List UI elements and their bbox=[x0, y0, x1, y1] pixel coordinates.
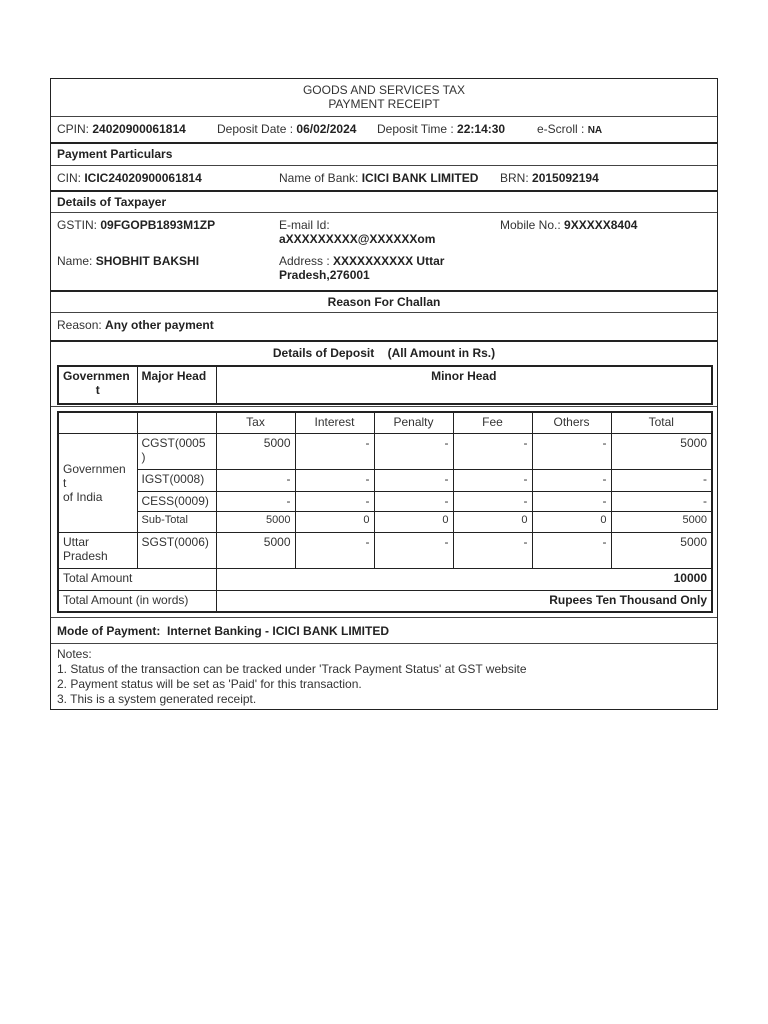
note-item: 3. This is a system generated receipt. bbox=[57, 692, 257, 706]
words-value: Rupees Ten Thousand Only bbox=[216, 590, 712, 612]
cell: - bbox=[532, 532, 611, 568]
receipt-header bbox=[51, 83, 717, 111]
payment-row bbox=[51, 165, 717, 190]
reason-row bbox=[51, 312, 717, 340]
row-label: CESS(0009) bbox=[137, 491, 216, 511]
cell: - bbox=[295, 491, 374, 511]
state-cell: Uttar Pradesh bbox=[58, 532, 137, 568]
deposit-title bbox=[51, 340, 717, 364]
note-item: 1. Status of the transaction can be tracked under 'Track Payment Status' at GST website bbox=[57, 662, 527, 676]
col-penalty: Penalty bbox=[374, 412, 453, 433]
cpin-row bbox=[51, 116, 717, 142]
email-label: E-mail Id: bbox=[279, 218, 330, 232]
cell: - bbox=[453, 433, 532, 469]
escroll-label: e-Scroll : bbox=[537, 122, 585, 136]
cell: - bbox=[611, 491, 712, 511]
col-fee: Fee bbox=[453, 412, 532, 433]
notes-title: Notes: bbox=[57, 647, 92, 661]
header-line1: GOODS AND SERVICES TAX bbox=[302, 83, 466, 97]
payment-receipt bbox=[50, 78, 718, 710]
cell: - bbox=[374, 532, 453, 568]
head-minor: Minor Head bbox=[216, 366, 712, 404]
cell: 5000 bbox=[611, 511, 712, 532]
deposit-time-label: Deposit Time : bbox=[377, 122, 454, 136]
email-value: aXXXXXXXXX@XXXXXXom bbox=[279, 232, 436, 246]
reason-label: Reason: bbox=[57, 318, 102, 332]
table-row bbox=[58, 491, 712, 511]
cell: - bbox=[453, 532, 532, 568]
mode-value: Internet Banking - ICICI BANK LIMITED bbox=[167, 624, 390, 638]
row-label: IGST(0008) bbox=[137, 469, 216, 491]
brn-label: BRN: bbox=[500, 171, 529, 185]
blank-head-cell bbox=[137, 412, 216, 433]
gstin-label: GSTIN: bbox=[57, 218, 98, 232]
notes-section bbox=[51, 643, 717, 709]
col-others: Others bbox=[532, 412, 611, 433]
cell: 5000 bbox=[216, 433, 295, 469]
cell: 5000 bbox=[216, 532, 295, 568]
cell: 0 bbox=[532, 511, 611, 532]
row-label: CGST(0005 ) bbox=[137, 433, 216, 469]
deposit-title-label: Details of Deposit bbox=[272, 346, 375, 360]
cell: - bbox=[611, 469, 712, 491]
cin-value: ICIC24020900061814 bbox=[84, 171, 202, 185]
head-government: Governmen t bbox=[58, 366, 137, 404]
government-of-india-cell: Governmen t of India bbox=[58, 433, 137, 532]
mode-row bbox=[51, 617, 717, 643]
mode-label: Mode of Payment: bbox=[57, 624, 161, 638]
cell: - bbox=[374, 469, 453, 491]
cpin-label: CPIN: bbox=[57, 122, 90, 136]
cell: - bbox=[295, 433, 374, 469]
cell: - bbox=[453, 469, 532, 491]
cpin-value: 24020900061814 bbox=[92, 122, 186, 136]
cell: - bbox=[532, 469, 611, 491]
total-value: 10000 bbox=[216, 568, 712, 590]
col-tax: Tax bbox=[216, 412, 295, 433]
cell: 5000 bbox=[216, 511, 295, 532]
cell: - bbox=[216, 491, 295, 511]
bank-value: ICICI BANK LIMITED bbox=[361, 171, 479, 185]
taxpayer-title-label: Details of Taxpayer bbox=[57, 195, 167, 209]
cell: 0 bbox=[453, 511, 532, 532]
mobile-value: 9XXXXX8404 bbox=[564, 218, 638, 232]
deposit-subtitle: (All Amount in Rs.) bbox=[387, 346, 496, 360]
brn-value: 2015092194 bbox=[532, 171, 599, 185]
mobile-label: Mobile No.: bbox=[500, 218, 561, 232]
header-line2: PAYMENT RECEIPT bbox=[328, 97, 440, 111]
blank-head-cell bbox=[58, 412, 137, 433]
cell: - bbox=[532, 491, 611, 511]
table-row bbox=[58, 532, 712, 568]
row-label: Sub-Total bbox=[137, 511, 216, 532]
head-major: Major Head bbox=[137, 366, 216, 404]
cell: - bbox=[453, 491, 532, 511]
row-label: SGST(0006) bbox=[137, 532, 216, 568]
cin-label: CIN: bbox=[57, 171, 81, 185]
cell: - bbox=[374, 433, 453, 469]
deposit-table bbox=[57, 411, 713, 613]
payment-particulars-title bbox=[51, 142, 717, 164]
deposit-date-value: 06/02/2024 bbox=[296, 122, 357, 136]
reason-title-label: Reason For Challan bbox=[327, 295, 441, 309]
cell: 0 bbox=[295, 511, 374, 532]
gstin-value: 09FGOPB1893M1ZP bbox=[100, 218, 216, 232]
cell: 5000 bbox=[611, 532, 712, 568]
taxpayer-title bbox=[51, 190, 717, 212]
cell: 0 bbox=[374, 511, 453, 532]
payment-particulars-label: Payment Particulars bbox=[57, 147, 173, 161]
col-total: Total bbox=[611, 412, 712, 433]
reason-title bbox=[51, 290, 717, 312]
name-value: SHOBHIT BAKSHI bbox=[95, 254, 200, 268]
deposit-date-label: Deposit Date : bbox=[217, 122, 294, 136]
cell: - bbox=[216, 469, 295, 491]
col-interest: Interest bbox=[295, 412, 374, 433]
address-line2: Pradesh,276001 bbox=[279, 268, 370, 282]
cell: - bbox=[295, 469, 374, 491]
words-label: Total Amount (in words) bbox=[58, 590, 216, 612]
table-row bbox=[58, 511, 712, 532]
address-line1: XXXXXXXXXX Uttar bbox=[333, 254, 445, 268]
taxpayer-details bbox=[51, 212, 717, 290]
note-item: 2. Payment status will be set as 'Paid' for this transaction. bbox=[57, 677, 362, 691]
reason-value: Any other payment bbox=[105, 318, 214, 332]
total-label: Total Amount bbox=[58, 568, 216, 590]
name-label: Name: bbox=[57, 254, 93, 268]
escroll-value: NA bbox=[587, 125, 603, 136]
deposit-head-table bbox=[57, 365, 713, 405]
deposit-time-value: 22:14:30 bbox=[457, 122, 506, 136]
table-row bbox=[58, 433, 712, 469]
cell: - bbox=[532, 433, 611, 469]
table-row bbox=[58, 469, 712, 491]
words-row bbox=[58, 590, 712, 612]
cell: 5000 bbox=[611, 433, 712, 469]
address-label: Address : bbox=[279, 254, 330, 268]
cell: - bbox=[374, 491, 453, 511]
total-row bbox=[58, 568, 712, 590]
cell: - bbox=[295, 532, 374, 568]
bank-label: Name of Bank: bbox=[279, 171, 359, 185]
separator bbox=[51, 406, 717, 407]
